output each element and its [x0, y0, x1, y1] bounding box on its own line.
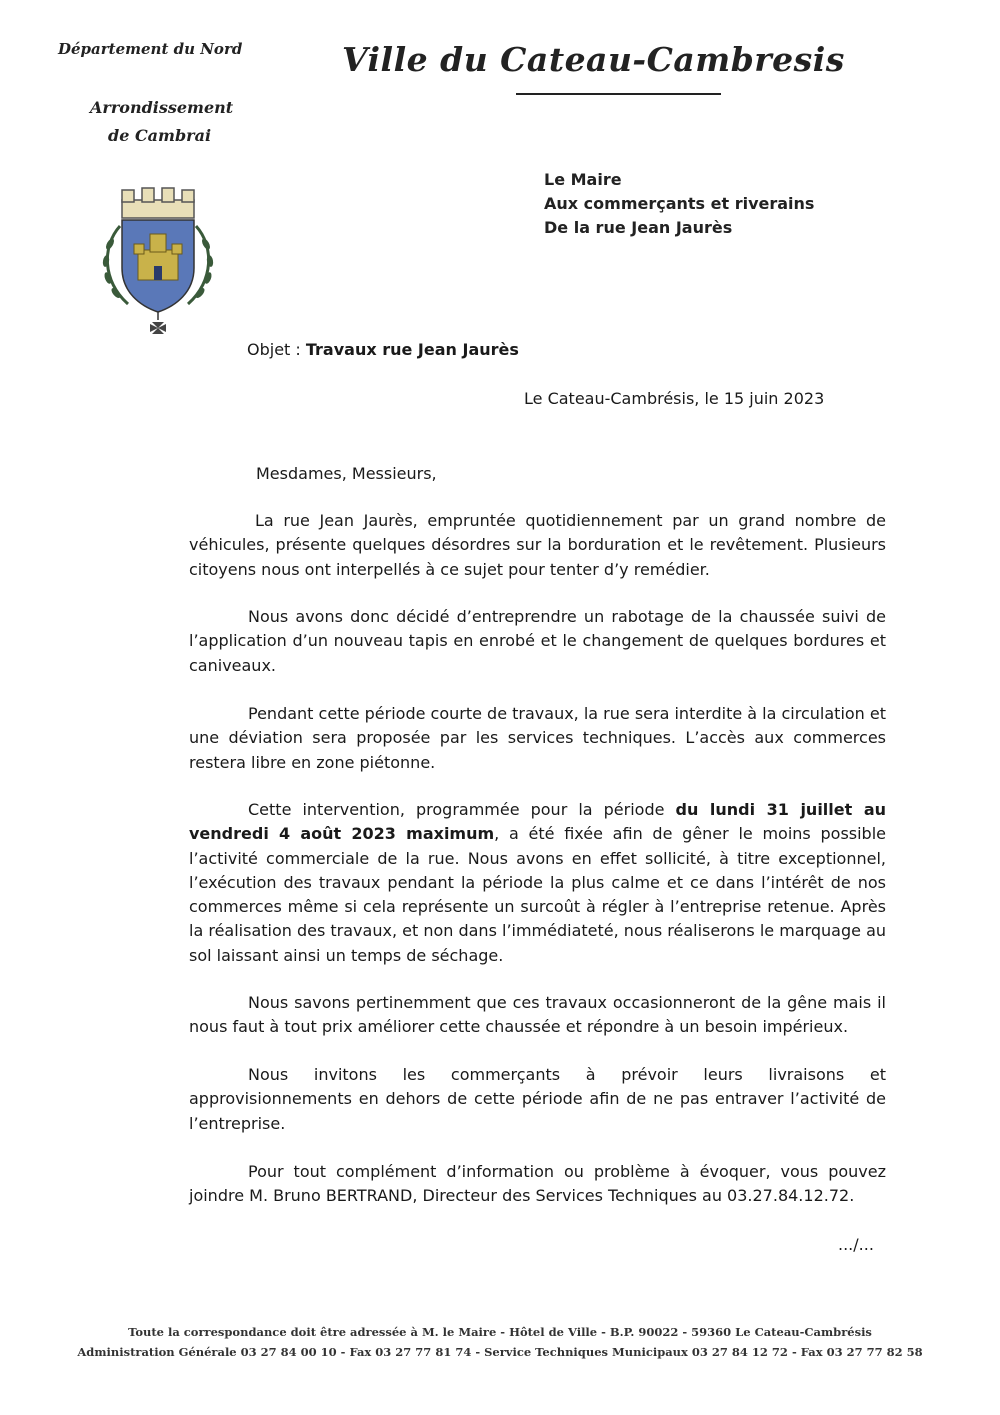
date-line: Le Cateau-Cambrésis, le 15 juin 2023 — [524, 389, 825, 408]
arrondissement-name: de Cambrai — [108, 126, 212, 145]
body-paragraph-1: La rue Jean Jaurès, empruntée quotidiennement par un grand nombre de véhicules, présente quelques désordres sur la borduration et le revêtement. Plusieurs citoyens nous ont interpellés à ce sujet pour tenter d’y remédier. — [189, 511, 886, 579]
work-period: du lundi 31 juillet au vendredi 4 août 2023 maximum — [189, 800, 887, 844]
paragraph-text: Cette intervention, programmée pour la période — [248, 800, 676, 819]
arrondissement-label: Arrondissement — [90, 98, 234, 117]
body-paragraph-5: Nous savons pertinemment que ces travaux occasionneront de la gêne mais il nous faut à tout prix améliorer cette chaussée et répondre à un besoin impérieux. — [189, 993, 886, 1037]
city-title: Ville du Cateau-Cambresis — [342, 40, 845, 79]
body-paragraph-7: Pour tout complément d’information ou problème à évoquer, vous pouvez joindre M. Bruno BERTRAND, Directeur des Services Techniques au 03.27.84.12.72. — [189, 1162, 886, 1206]
footer-phones: Administration Générale 03 27 84 00 10 - Fax 03 27 77 81 74 - Service Techniques Municipaux 03 27 84 12 72 - Fax 03 27 77 82 58 — [77, 1345, 923, 1359]
footer-address: Toute la correspondance doit être adressée à M. le Maire - Hôtel de Ville - B.P. 90022 - 59360 Le Cateau-Cambrésis — [128, 1325, 872, 1339]
subject-label: Objet : — [247, 340, 306, 359]
body-paragraph-4 — [189, 798, 886, 968]
continuation-mark: .../... — [838, 1235, 874, 1254]
recipient-sender: Le Maire — [544, 170, 622, 189]
recipient-line: Aux commerçants et riverains — [544, 194, 815, 213]
title-underline — [516, 93, 721, 95]
department-label: Département du Nord — [58, 40, 243, 58]
body-paragraph-6: Nous invitons les commerçants à prévoir leurs livraisons et approvisionnements en dehors de cette période afin de ne pas entraver l’activité de l’entreprise. — [189, 1065, 886, 1133]
salutation: Mesdames, Messieurs, — [256, 464, 437, 483]
subject-line — [247, 340, 519, 359]
subject-text: Travaux rue Jean Jaurès — [305, 340, 519, 359]
coat-of-arms-icon — [98, 186, 218, 336]
paragraph-text: , a été fixée afin de gêner le moins possible l’activité commerciale de la rue. Nous avons en effet sollicité, à titre exceptionnel, l’exécution des travaux pendant la période la plus calme et ce dans l’intérêt de nos commerces même si cela représente un surcoût à régler à l’entreprise retenue. Après la réalisation des travaux, et non dans l’immédiateté, nous réaliserons le marquage au sol laissant ainsi un temps de séchage. — [189, 824, 887, 965]
recipient-street: De la rue Jean Jaurès — [544, 218, 733, 237]
body-paragraph-2: Nous avons donc décidé d’entreprendre un rabotage de la chaussée suivi de l’application d’un nouveau tapis en enrobé et le changement de quelques bordures et caniveaux. — [189, 607, 886, 675]
body-paragraph-3: Pendant cette période courte de travaux, la rue sera interdite à la circulation et une déviation sera proposée par les services techniques. L’accès aux commerces restera libre en zone piétonne. — [189, 704, 887, 772]
